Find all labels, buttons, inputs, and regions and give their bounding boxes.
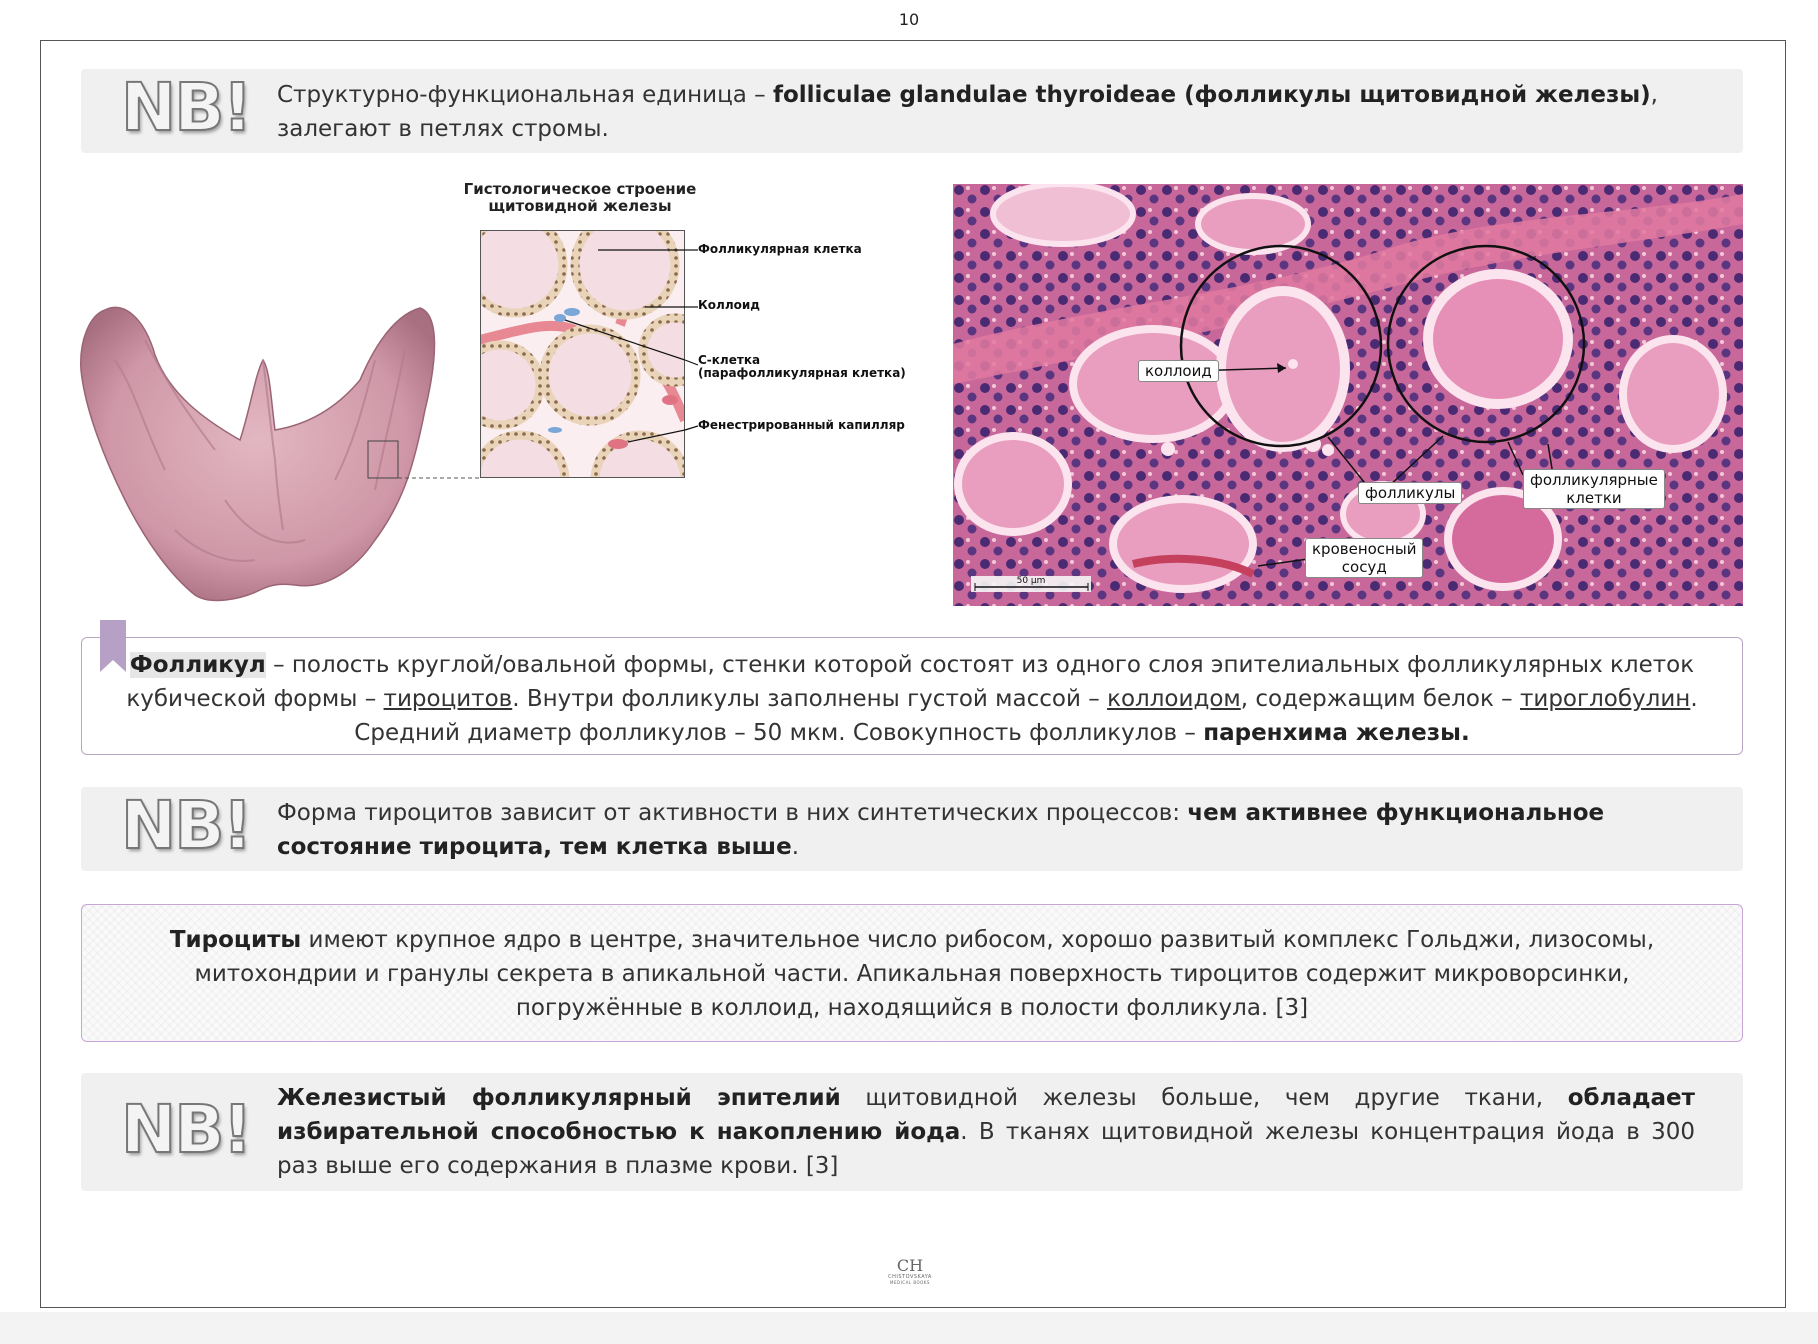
thyrocytes-text (112, 923, 1712, 1025)
nb-box-structural-unit (81, 69, 1743, 153)
figure-title-line: Гистологическое строение (463, 180, 697, 198)
micro-label-line: кровеносный (1312, 540, 1417, 558)
nb-text-bold: folliculae glandulae thyroideae (фолликулы щитовидной железы) (772, 82, 1651, 108)
nb-text-part: щитовидной железы больше, чем другие ткани, (840, 1085, 1568, 1111)
definition-underlined: тироцитов (383, 686, 513, 712)
nb-text-bold: чем активнее функциональное состояние тироцита, тем клетка выше (277, 800, 1605, 860)
nb-logo: NB! (121, 1091, 251, 1168)
micro-label-line: сосуд (1341, 558, 1387, 576)
micro-label-blood-vessel (1305, 538, 1423, 578)
logo-monogram: CH (896, 1256, 924, 1275)
nb-text (277, 796, 1695, 864)
micro-label-line: клетки (1566, 489, 1622, 507)
definition-text-part: . Средний диаметр фолликулов – 50 мкм. Совокупность фолликулов – (354, 686, 1698, 746)
diagram-leader-lines (665, 240, 700, 440)
definition-text (106, 648, 1718, 750)
bottom-strip (0, 1312, 1818, 1344)
nb-text (277, 78, 1695, 146)
figure-title (430, 181, 730, 215)
nb-text-part: Структурно-функциональная единица – (277, 82, 773, 108)
definition-underlined: коллоидом (1107, 686, 1241, 712)
page-number: 10 (898, 10, 920, 29)
nb-box-thyrocyte-shape (81, 787, 1743, 871)
definition-bold: паренхима железы. (1203, 720, 1470, 746)
histology-diagram (480, 230, 685, 478)
definition-text-part: – полость круглой/овальной формы, стенки которой состоят из одного слоя эпителиальных фолликулярных клеток кубической формы – (126, 652, 1695, 712)
nb-box-iodine (81, 1073, 1743, 1191)
nb-logo: NB! (121, 69, 251, 146)
label-c-cell-line: (парафолликулярная клетка) (698, 366, 906, 380)
micro-label-colloid: коллоид (1138, 360, 1219, 382)
label-c-cell-line: С-клетка (698, 353, 761, 367)
thyrocytes-info-box (81, 904, 1743, 1042)
nb-text (277, 1081, 1695, 1183)
definition-text-part: . Внутри фолликулы заполнены густой массой – (512, 686, 1108, 712)
nb-text-part: . В тканях щитовидной железы концентрация йода в 300 раз выше его содержания в плазме крови. [3] (277, 1119, 1695, 1179)
figure-title-line: щитовидной железы (488, 197, 672, 215)
nb-text-part: , залегают в петлях стромы. (277, 82, 1658, 142)
label-fenestrated-capillary: Фенестрированный капилляр (698, 418, 905, 432)
label-follicular-cell: Фолликулярная клетка (698, 242, 862, 256)
nb-text-bold: обладает избирательной способностью к накоплению йода (277, 1085, 1695, 1145)
publisher-logo (885, 1258, 935, 1285)
definition-text-part: , содержащим белок – (1240, 686, 1520, 712)
scale-bar-label: 50 μm (1016, 576, 1046, 586)
nb-logo: NB! (121, 787, 251, 864)
definition-underlined: тироглобулин (1519, 686, 1691, 712)
logo-sub: MEDICAL BOOKS (890, 1280, 930, 1285)
logo-brand: CHISTOVSKAYA (888, 1274, 932, 1280)
thyroid-gland-illustration (75, 300, 485, 610)
label-colloid: Коллоид (698, 298, 760, 312)
thyrocytes-text-part: имеют крупное ядро в центре, значительное число рибосом, хорошо развитый комплекс Гольджи, лизосомы, митохондрии и гранулы секрета в апикальной части. Апикальная поверхность тироцитов содержит микроворсинки, погружённые в коллоид, находящийся в полости фолликула. [3] (194, 927, 1655, 1021)
micro-label-line: фолликулярные (1530, 471, 1658, 489)
micro-label-follicular-cells (1523, 469, 1665, 509)
nb-text-part: . (791, 834, 800, 860)
micro-label-follicles: фолликулы (1358, 482, 1462, 504)
thyrocytes-term: Тироциты (169, 927, 302, 953)
definition-term: Фолликул (129, 652, 266, 678)
label-c-cell (698, 354, 906, 380)
nb-text-part: Форма тироцитов зависит от активности в них синтетических процессов: (277, 800, 1188, 826)
definition-box-follicle (81, 637, 1743, 755)
nb-text-bold: Железистый фолликулярный эпителий (277, 1085, 841, 1111)
